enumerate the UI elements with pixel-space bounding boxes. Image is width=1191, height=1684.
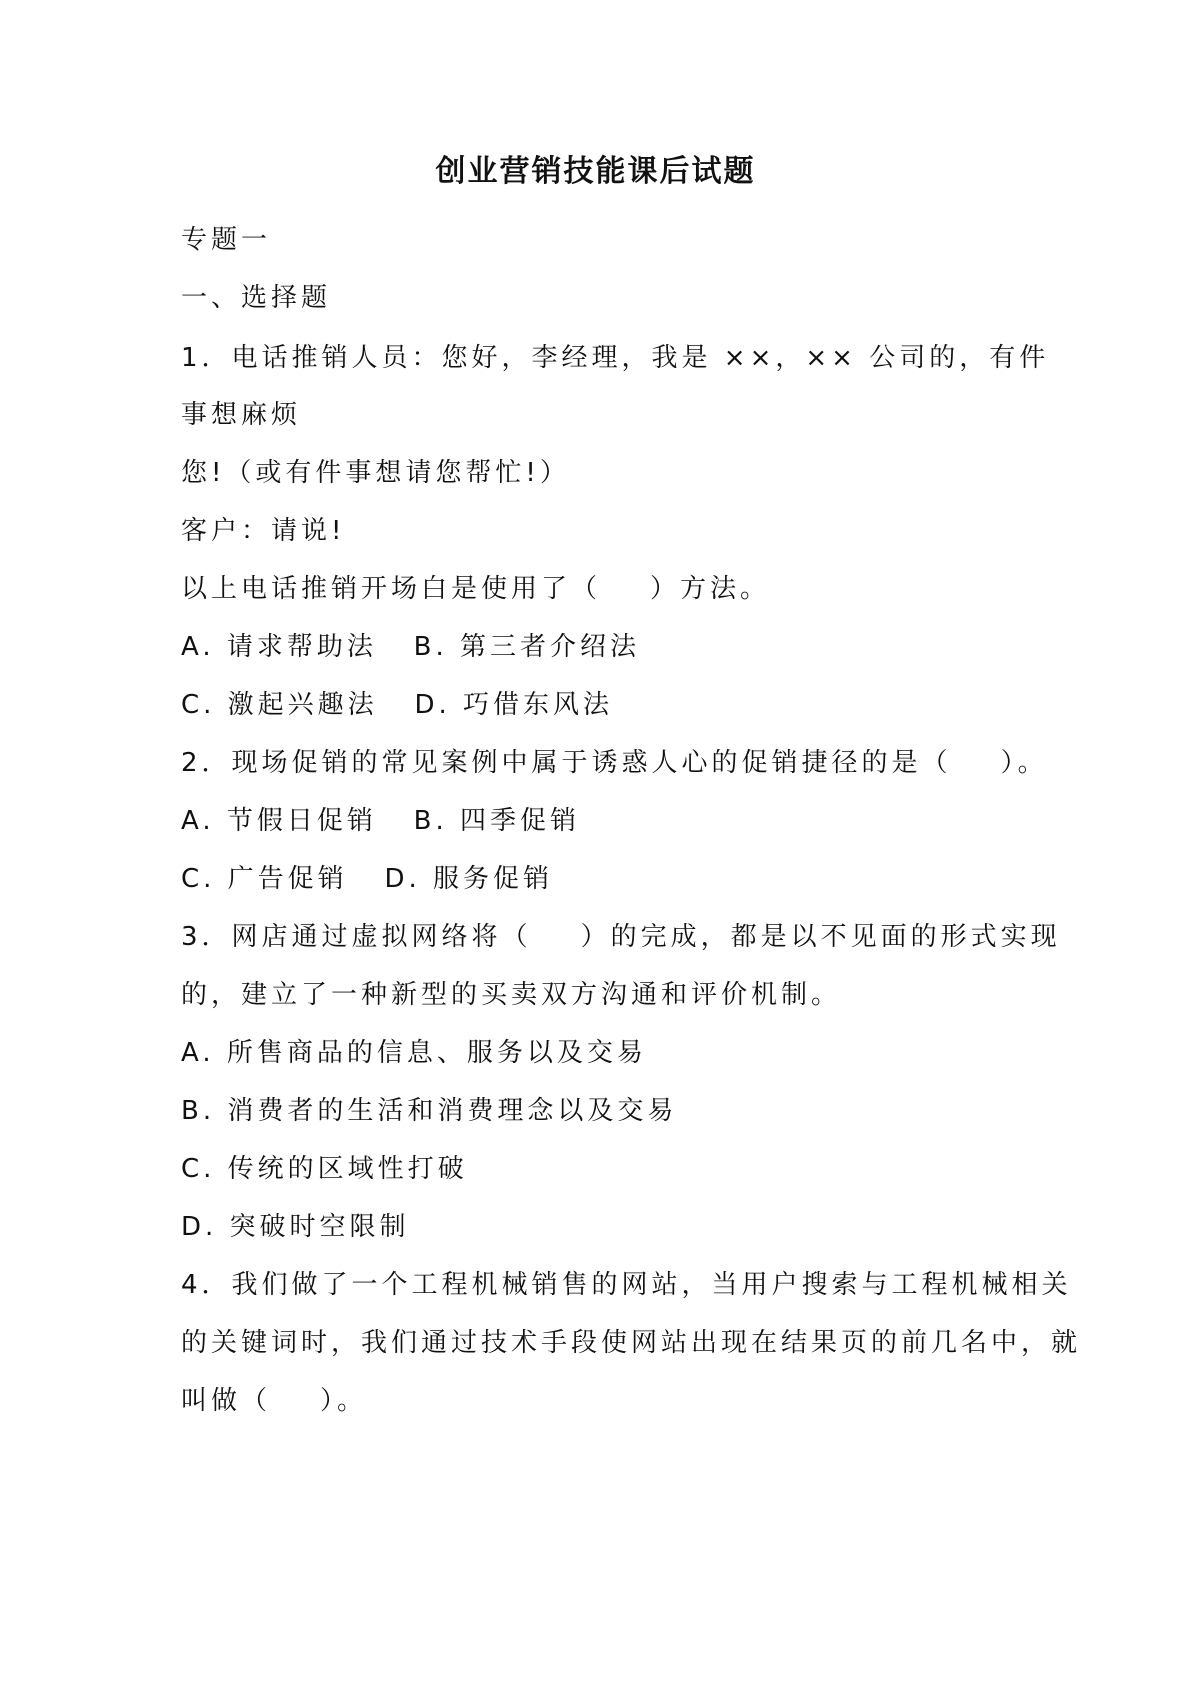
question-1-line-2: 事想麻烦: [181, 400, 302, 430]
question-3-line-1: 3．网店通过虚拟网络将（ ）的完成，都是以不见面的形式实现: [181, 922, 1061, 952]
question-3-option-b: B. 消费者的生活和消费理念以及交易: [181, 1096, 678, 1126]
question-1-options-ab: A. 请求帮助法 B. 第三者介绍法: [181, 632, 641, 662]
question-1-line-5: 以上电话推销开场白是使用了（ ）方法。: [181, 574, 771, 604]
section-heading: 一、选择题: [181, 283, 332, 313]
question-1-options-cd: C. 激起兴趣法 D. 巧借东风法: [181, 690, 614, 720]
question-3-line-2: 的，建立了一种新型的买卖双方沟通和评价机制。: [181, 980, 842, 1010]
question-2-stem: 2．现场促销的常见案例中属于诱惑人心的促销捷径的是（ ）。: [181, 748, 1048, 778]
question-2-options-cd: C. 广告促销 D. 服务促销: [181, 864, 554, 894]
question-4-line-2: 的关键词时，我们通过技术手段使网站出现在结果页的前几名中，就: [181, 1328, 1082, 1358]
question-3-option-d: D. 突破时空限制: [181, 1212, 410, 1242]
question-3-option-c: C. 传统的区域性打破: [181, 1154, 468, 1184]
document-title: 创业营销技能课后试题: [435, 154, 756, 189]
topic-heading: 专题一: [181, 225, 272, 255]
question-1-line-4: 客户：请说!: [181, 516, 346, 546]
question-1-line-3: 您!（或有件事想请您帮忙!）: [181, 458, 570, 488]
question-3-option-a: A. 所售商品的信息、服务以及交易: [181, 1038, 647, 1068]
question-2-options-ab: A. 节假日促销 B. 四季促销: [181, 806, 581, 836]
question-1-line-1: 1．电话推销人员：您好，李经理，我是 ××，×× 公司的，有件: [181, 343, 1050, 373]
question-4-line-1: 4．我们做了一个工程机械销售的网站，当用户搜索与工程机械相关: [181, 1270, 1072, 1300]
question-4-line-3: 叫做（ ）。: [181, 1386, 368, 1416]
